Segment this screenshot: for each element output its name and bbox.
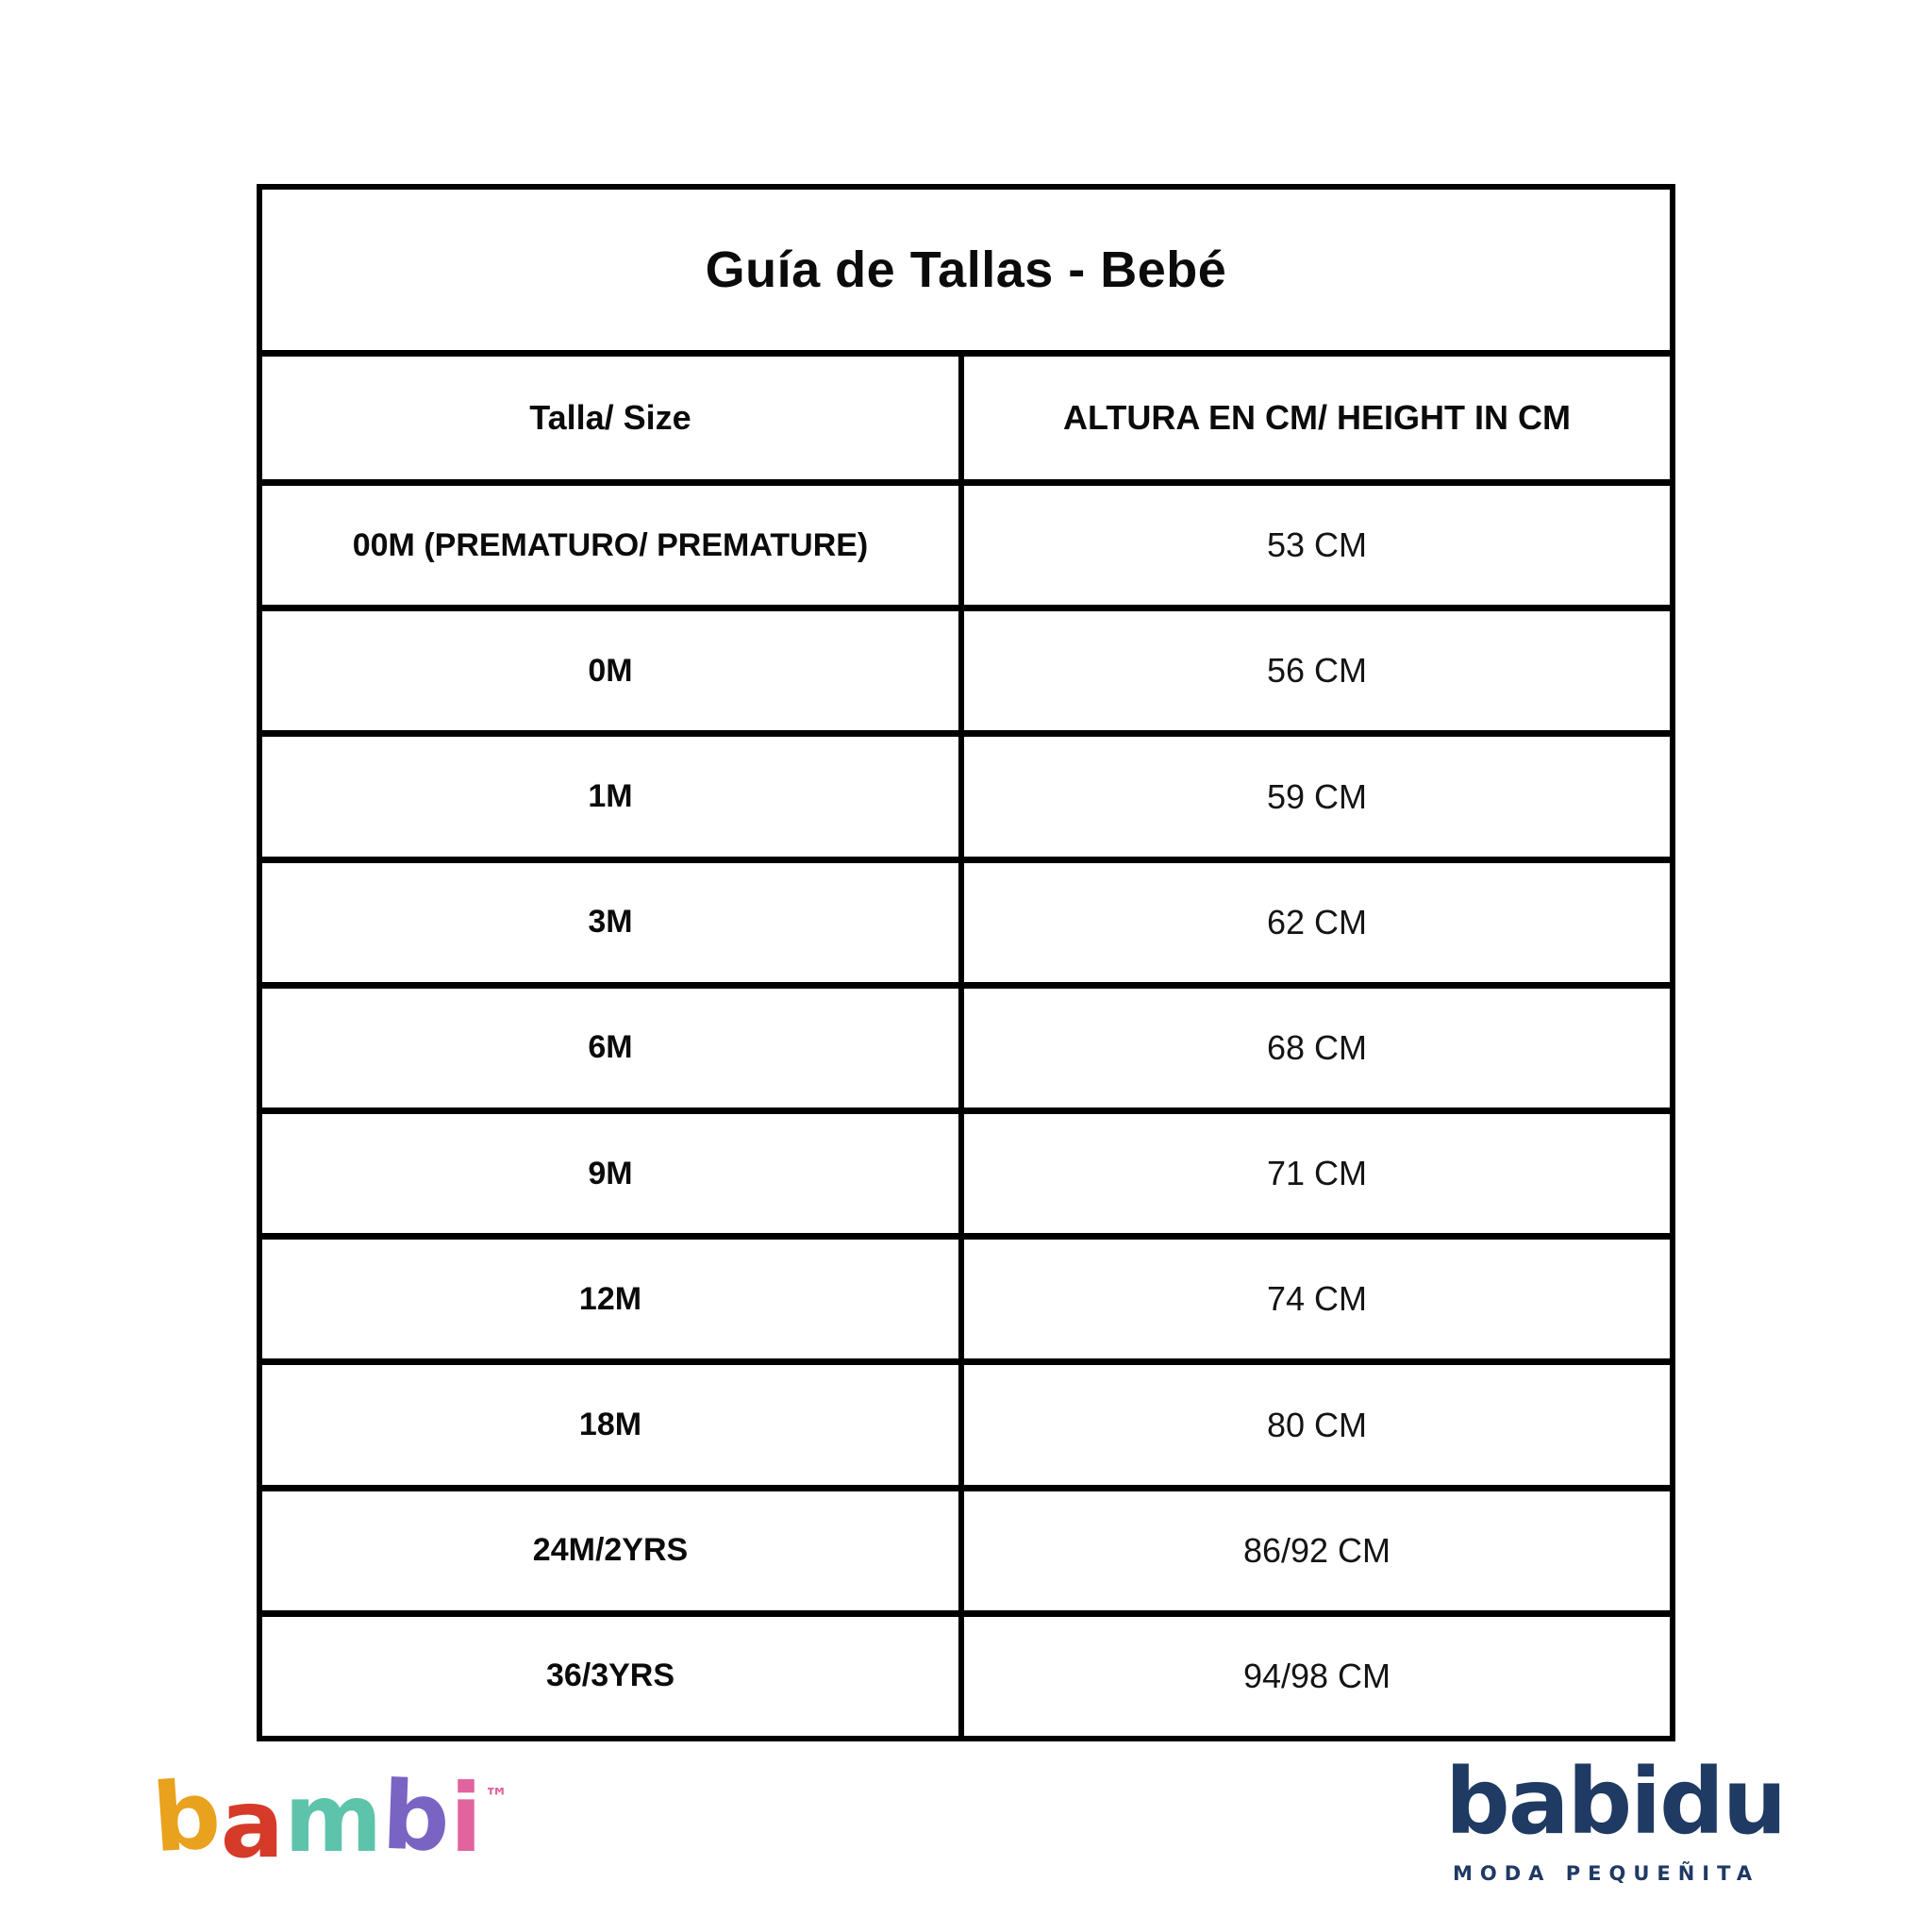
- size-cell: 18M: [262, 1365, 964, 1484]
- babidu-wordmark: babidu: [1445, 1749, 1786, 1855]
- table-title: Guía de Tallas - Bebé: [705, 242, 1227, 298]
- height-cell: 56 CM: [1266, 651, 1368, 691]
- size-cell: 36/3YRS: [262, 1617, 964, 1736]
- bambi-letter: a: [220, 1769, 285, 1879]
- height-cell: 68 CM: [1266, 1027, 1368, 1067]
- size-cell: 24M/2YRS: [262, 1491, 964, 1610]
- height-cell: 62 CM: [1266, 902, 1368, 941]
- column-header-height: ALTURA EN CM/ HEIGHT IN CM: [1063, 398, 1571, 437]
- size-cell: 12M: [262, 1240, 964, 1358]
- height-cell: 86/92 CM: [1242, 1530, 1391, 1570]
- height-cell: 94/98 CM: [1242, 1656, 1391, 1695]
- bambi-letter: b: [380, 1759, 452, 1874]
- bambi-letter: b: [148, 1758, 225, 1874]
- table-row: [262, 982, 1670, 1108]
- table-header-row: [262, 350, 1670, 479]
- size-cell: 00M (PREMATURO/ PREMATURE): [262, 486, 964, 605]
- bambi-logo: [148, 1758, 509, 1879]
- size-cell: 1M: [262, 737, 964, 856]
- table-row: [262, 479, 1670, 605]
- size-cell: 6M: [262, 989, 964, 1108]
- bambi-letter: m: [284, 1763, 383, 1874]
- height-cell: 80 CM: [1266, 1405, 1368, 1444]
- table-row: [262, 605, 1670, 730]
- table-title-row: [262, 190, 1670, 350]
- table-row: [262, 1485, 1670, 1610]
- table-row: [262, 1233, 1670, 1358]
- size-cell: 9M: [262, 1114, 964, 1233]
- table-row: [262, 1108, 1670, 1233]
- height-cell: 71 CM: [1266, 1154, 1368, 1193]
- size-cell: 0M: [262, 611, 964, 730]
- table-row: [262, 857, 1670, 982]
- table-row: [262, 1358, 1670, 1484]
- size-cell: 3M: [262, 863, 964, 982]
- column-header-size: Talla/ Size: [262, 357, 964, 479]
- height-cell: 59 CM: [1266, 776, 1368, 816]
- table-row: [262, 730, 1670, 856]
- table-row: [262, 1610, 1670, 1736]
- babidu-logo: [1445, 1749, 1786, 1885]
- height-cell: 53 CM: [1266, 525, 1368, 565]
- bambi-trademark: ™: [484, 1784, 509, 1812]
- babidu-tagline: MODA PEQUEÑITA: [1453, 1862, 1760, 1885]
- height-cell: 74 CM: [1266, 1279, 1368, 1319]
- size-guide-table: [257, 184, 1675, 1741]
- bambi-letter: i: [449, 1763, 483, 1874]
